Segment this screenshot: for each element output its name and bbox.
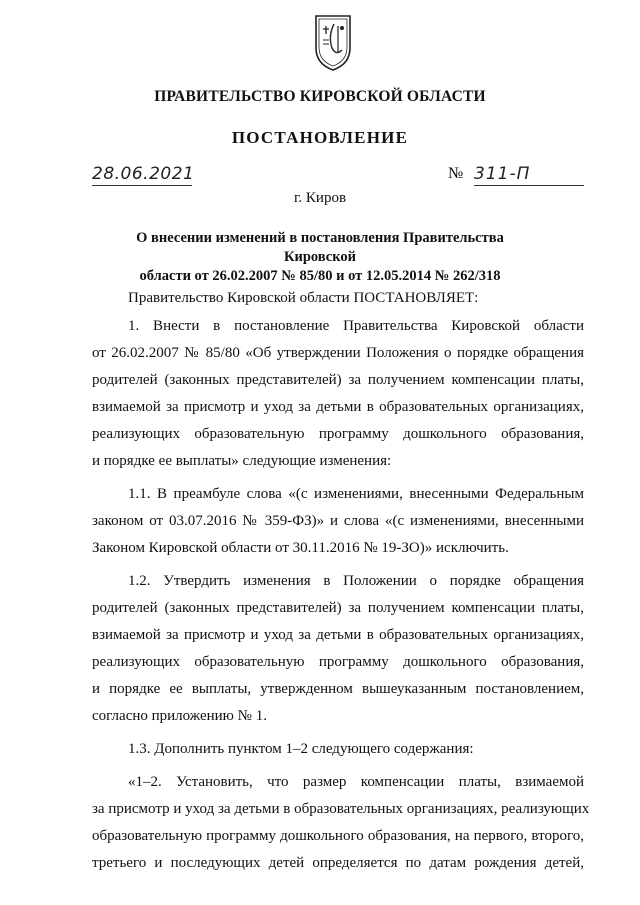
body-line: за присмотр и уход за детьми в образовательных организациях, реализующих [92,801,590,817]
body-line: «1–2. Установить, что размер компенсации платы, взимаемой [128,774,584,790]
body-line: взимаемой за присмотр и уход за детьми в образовательных организациях, [92,627,584,643]
body-line: реализующих образовательную программу дошкольного образования, [92,426,584,442]
government-title: ПРАВИТЕЛЬСТВО КИРОВСКОЙ ОБЛАСТИ [154,88,486,105]
body-line: от 26.02.2007 № 85/80 «Об утверждении Положения о порядке обращения [92,345,584,361]
document-subject [110,229,530,286]
handwritten-number: 311-П [474,164,584,186]
body-line: взимаемой за присмотр и уход за детьми в образовательных организациях, [92,399,584,415]
body-line: и порядке ее выплаты» следующие изменения: [92,453,392,469]
body-line: Законом Кировской области от 30.11.2016 № 19-ЗО)» исключить. [92,540,509,556]
body-line: третьего и последующих детей определяется по датам рождения детей, [92,855,584,871]
body-line: образовательную программу дошкольного образования, на первого, второго, [92,828,584,844]
body-line: родителей (законных представителей) за получением компенсации платы, [92,600,584,616]
body-line: родителей (законных представителей) за получением компенсации платы, [92,372,584,388]
subject-line: О внесении изменений в постановления Правительства Кировской [136,230,504,265]
body-line: 1.2. Утвердить изменения в Положении о порядке обращения [128,573,584,589]
body-line: 1.3. Дополнить пунктом 1–2 следующего содержания: [128,741,474,757]
kirov-coat-of-arms-icon [312,12,354,74]
city-line: г. Киров [293,190,347,206]
body-line: согласно приложению № 1. [92,708,267,724]
body-line: законом от 03.07.2016 № 359-ФЗ)» и слова «(с изменениями, внесенными [92,513,584,529]
body-line: реализующих образовательную программу дошкольного образования, [92,654,584,670]
body-line: 1. Внести в постановление Правительства Кировской области [128,318,584,334]
subject-line: области от 26.02.2007 № 85/80 и от 12.05.2014 № 262/318 [139,268,501,284]
body-line: 1.1. В преамбуле слова «(с изменениями, внесенными Федеральным [128,486,584,502]
handwritten-date: 28.06.2021 [92,164,195,184]
document-type-heading: ПОСТАНОВЛЕНИЕ [231,128,409,147]
body-line: Правительство Кировской области ПОСТАНОВЛЯЕТ: [128,290,479,306]
number-label: № [448,165,464,182]
body-line: и порядке ее выплаты, утвержденном вышеуказанным постановлением, [92,681,584,697]
